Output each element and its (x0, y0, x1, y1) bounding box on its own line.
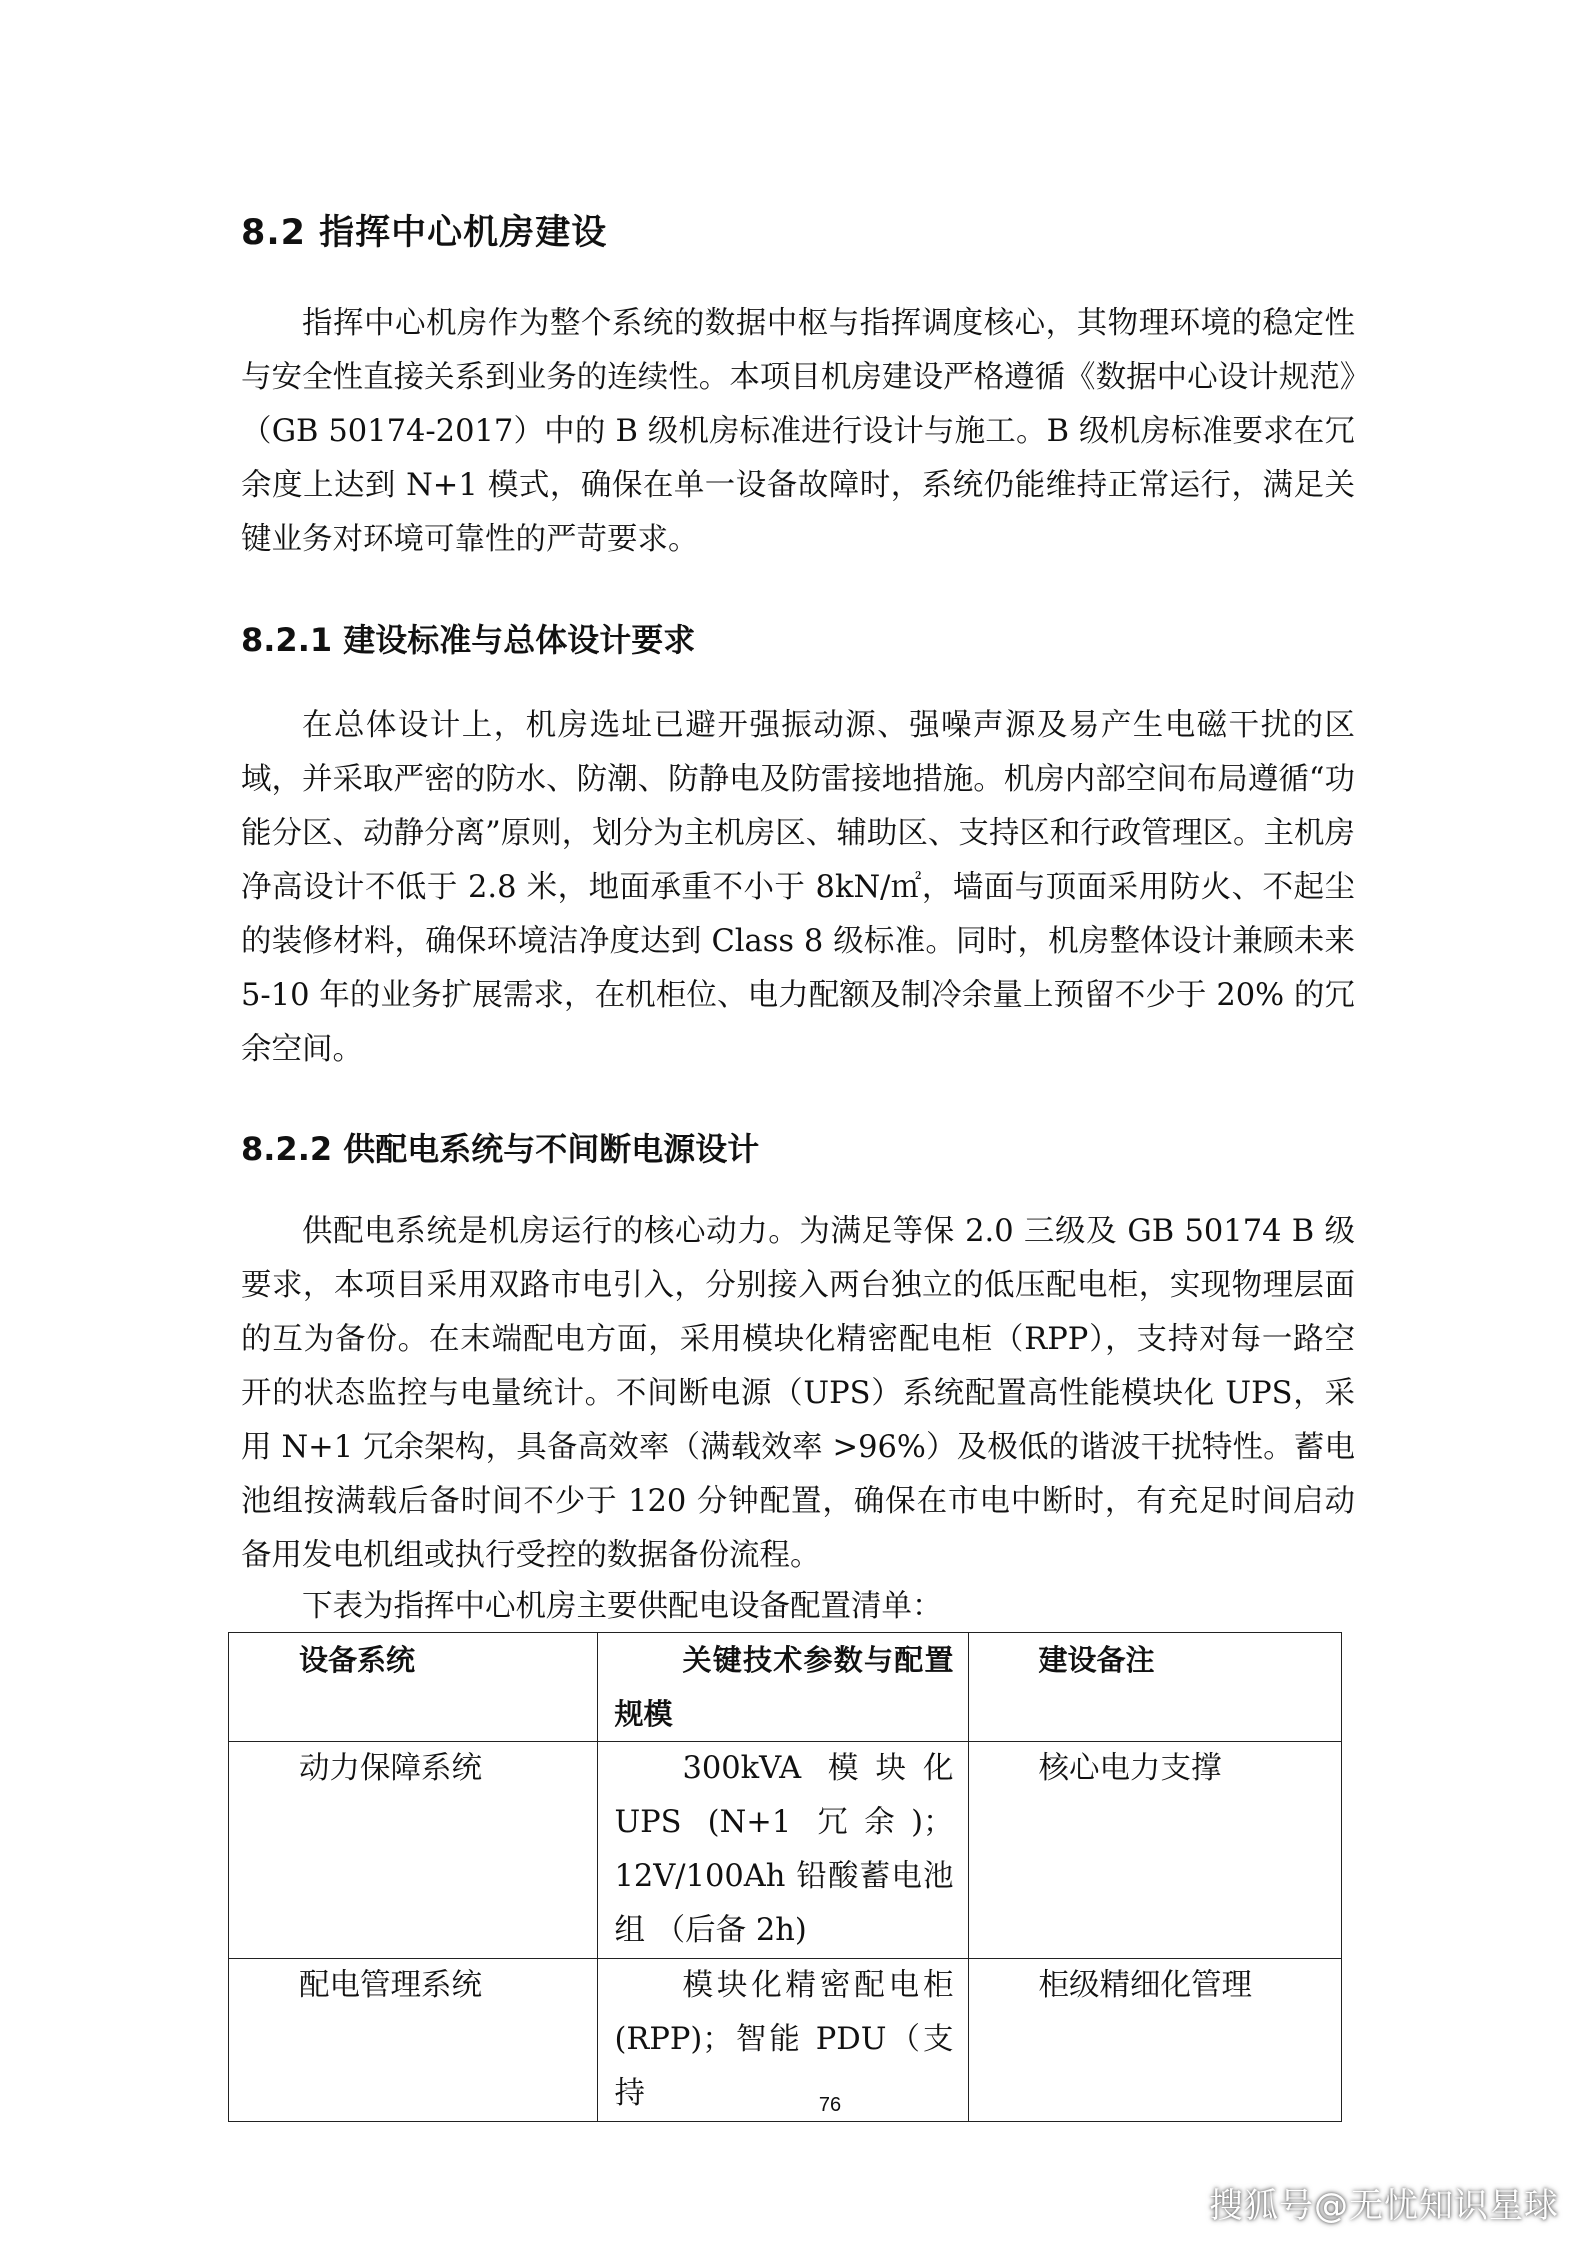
power-paragraph: 供配电系统是机房运行的核心动力。为满足等保 2.0 三级及 GB 50174 B 级要求，本项目采用双路市电引入，分别接入两台独立的低压配电柜，实现物理层面的互为备份。在末端配电方面，采用模块化精密配电柜（RPP），支持对每一路空开的状态监控与电量统计。不间断电源（UPS）系统配置高性能模块化 UPS，采用 N+1 冗余架构，具备高效率（满载效率 >96%）及极低的谐波干扰特性。蓄电池组按满载后备时间不少于 120 分钟配置，确保在市电中断时，有充足时间启动备用发电机组或执行受控的数据备份流程。 (241, 1214, 1355, 1573)
power-equipment-table (228, 1632, 1342, 2122)
watermark-text: 搜狐号@无忧知识星球 (1209, 2186, 1559, 2226)
cell-notes: 核心电力支撑 (1038, 1751, 1222, 1786)
page-number: 76 (818, 2094, 842, 2116)
table-header-cell (968, 1633, 1341, 1742)
section-intro-paragraph: 指挥中心机房作为整个系统的数据中枢与指挥调度核心，其物理环境的稳定性与安全性直接关系到业务的连续性。本项目机房建设严格遵循《数据中心设计规范》（GB 50174-2017）中的 B 级机房标准进行设计与施工。B 级机房标准要求在冗余度上达到 N+1 模式，确保在单一设备故障时，系统仍能维持正常运行，满足关键业务对环境可靠性的严苛要求。 (241, 306, 1355, 557)
table-caption: 下表为指挥中心机房主要供配电设备配置清单： (302, 1589, 943, 1624)
section-title: 8.2 指挥中心机房建设 (241, 213, 608, 253)
standards-paragraph: 在总体设计上，机房选址已避开强振动源、强噪声源及易产生电磁干扰的区域，并采取严密的防水、防潮、防静电及防雷接地措施。机房内部空间布局遵循“功能分区、动静分离”原则，划分为主机房区、辅助区、支持区和行政管理区。主机房净高设计不低于 2.8 米，地面承重不小于 8kN/㎡，墙面与顶面采用防火、不起尘的装修材料，确保环境洁净度达到 Class 8 级标准。同时，机房整体设计兼顾未来 5-10 年的业务扩展需求，在机柜位、电力配额及制冷余量上预留不少于 20% 的冗余空间。 (241, 708, 1355, 1067)
table-header-row (229, 1633, 1342, 1742)
table-cell (968, 1742, 1341, 1959)
subsection-title-standards: 8.2.1 建设标准与总体设计要求 (241, 621, 696, 659)
table-cell (598, 1742, 968, 1959)
table-cell (229, 1742, 598, 1959)
cell-system: 配电管理系统 (299, 1968, 482, 2003)
header-params: 关键技术参数与配置规模 (614, 1643, 954, 1731)
subsection-title-power: 8.2.2 供配电系统与不间断电源设计 (241, 1130, 760, 1168)
header-notes: 建设备注 (1038, 1643, 1155, 1677)
table-header-cell (598, 1633, 968, 1742)
table-header-cell (229, 1633, 598, 1742)
cell-notes: 柜级精细化管理 (1038, 1968, 1253, 2003)
table-row (229, 1742, 1342, 1959)
cell-params: 300kVA 模块化 UPS (N+1 冗余)；12V/100Ah 铅酸蓄电池组 （后备 2h) (614, 1751, 954, 1948)
cell-system: 动力保障系统 (299, 1751, 482, 1786)
header-system: 设备系统 (299, 1643, 416, 1677)
cell-params: 模块化精密配电柜(RPP)；智能 PDU（支持 (614, 1968, 954, 2111)
